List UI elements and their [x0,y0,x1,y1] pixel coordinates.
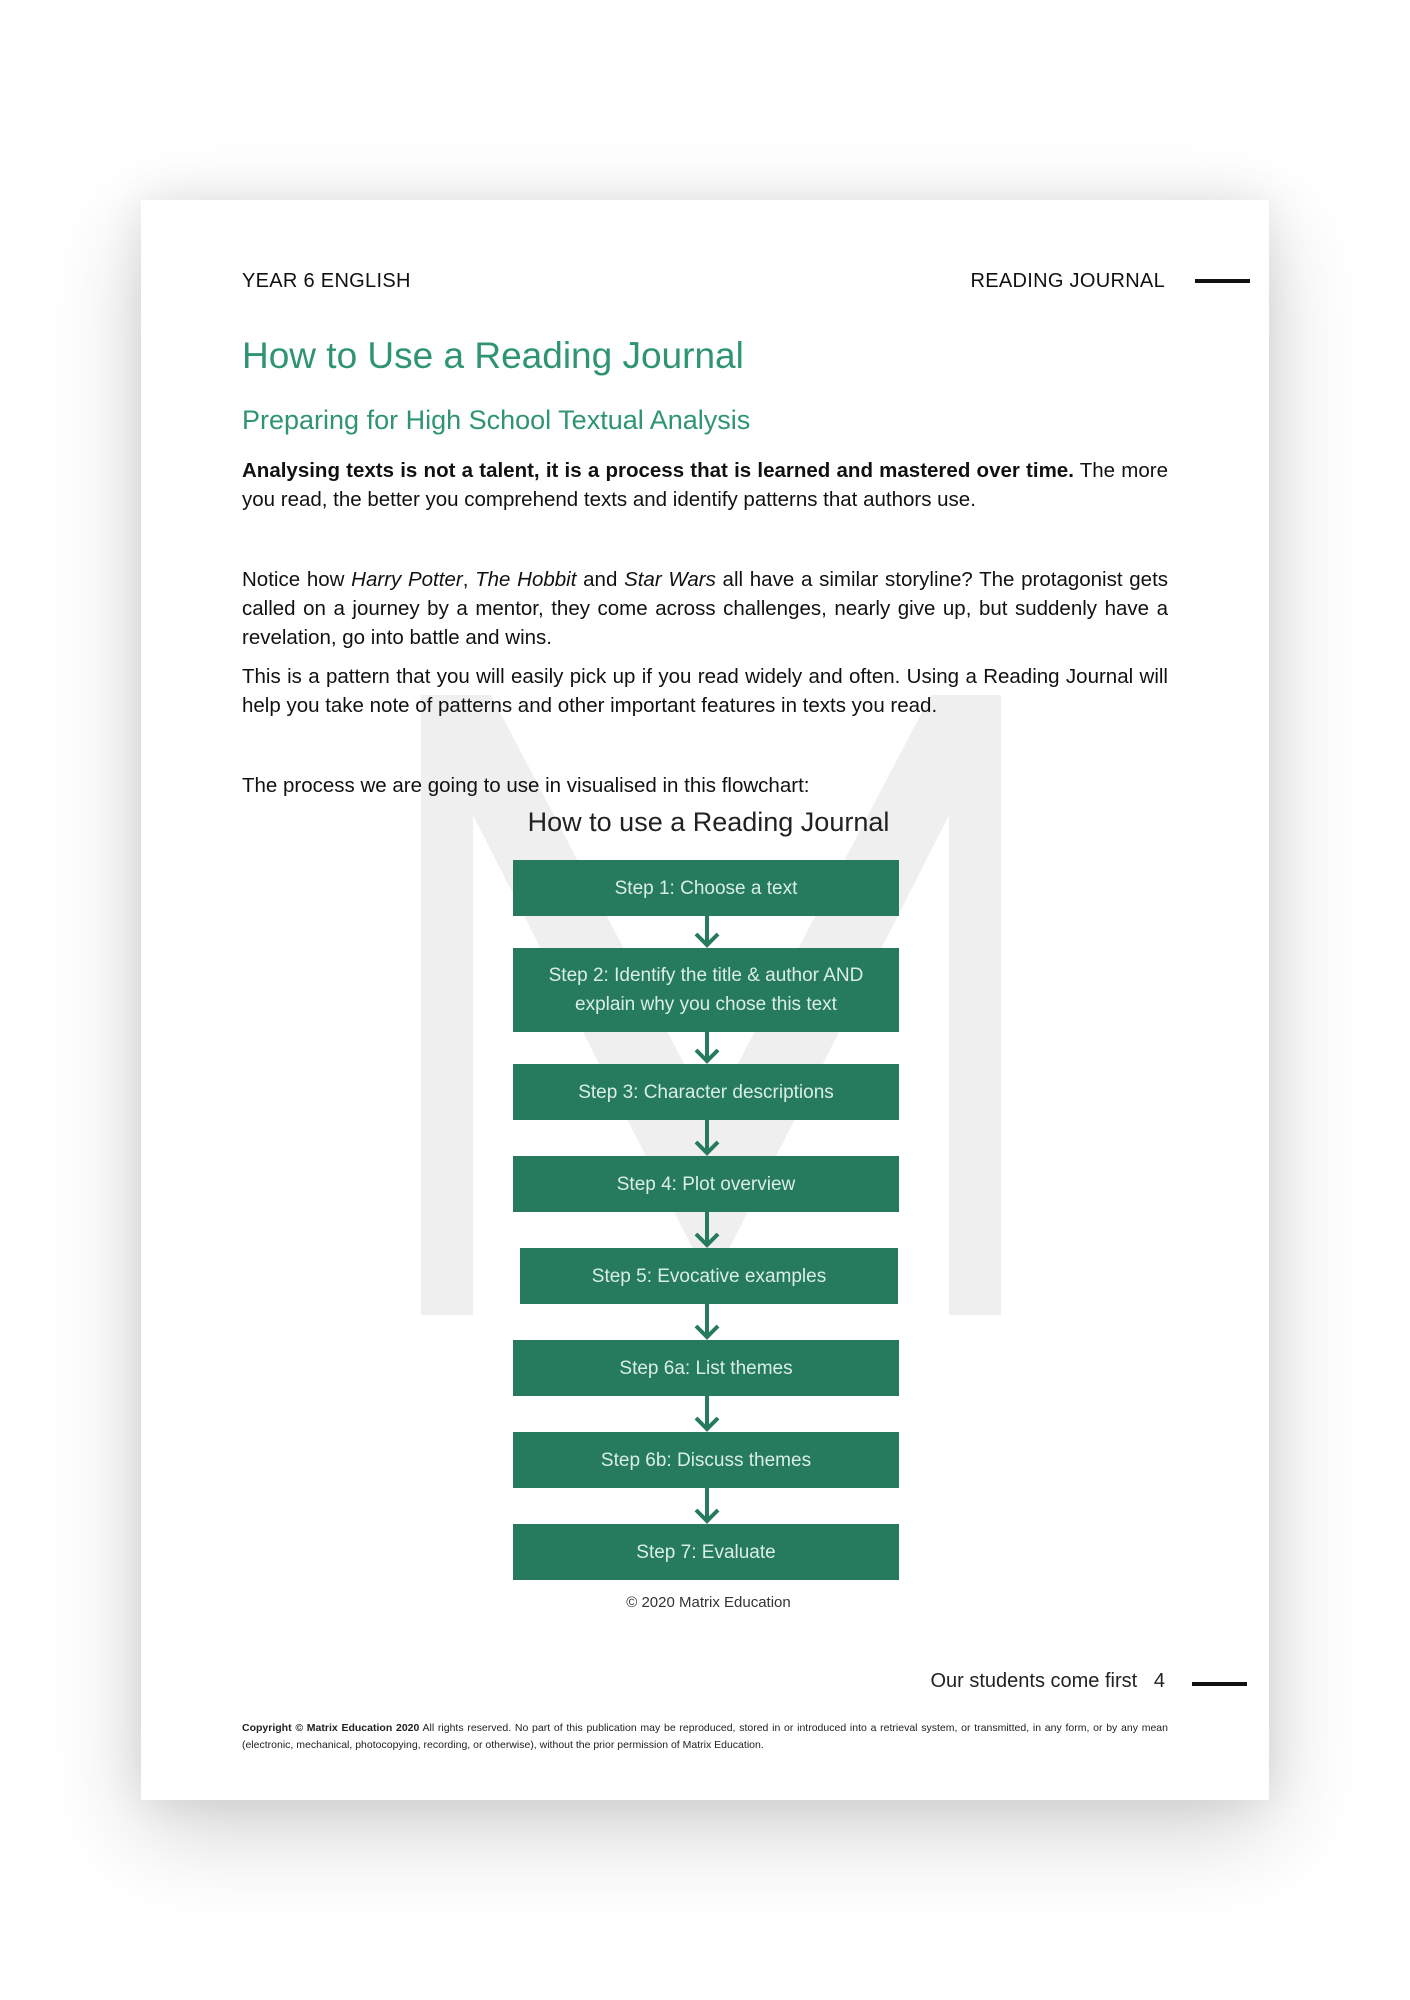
pattern-paragraph: This is a pattern that you will easily pick up if you read widely and often. Using a Reading Journal will help you take note of patterns and other important features in texts you read. [242,665,1168,717]
flow-step-6a: Step 6a: List themes [513,1340,899,1396]
header-rule [1195,279,1250,283]
footer-tagline [930,1670,1165,1693]
down-arrow-icon [694,1212,720,1248]
page-number: 4 [1153,1670,1165,1692]
flow-step-1: Step 1: Choose a text [513,860,899,916]
down-arrow-icon [694,1488,720,1524]
down-arrow-icon [694,1032,720,1064]
flow-step-6b: Step 6b: Discuss themes [513,1432,899,1488]
tagline-text: Our students come first [930,1670,1138,1692]
storyline-text-d: all have a similar storyline? The protagonist gets called on a journey by a mentor, they come across challenges, nearly give up, but suddenly have a revelation, go into battle and wins. [242,568,1169,649]
down-arrow-icon [694,1120,720,1156]
flow-step-7: Step 7: Evaluate [513,1524,899,1580]
flow-step-5: Step 5: Evocative examples [520,1248,898,1304]
flow-step-4: Step 4: Plot overview [513,1156,899,1212]
legal-notice [242,1720,1168,1754]
intro-bold-text: Analysing texts is not a talent, it is a process that is learned and mastered over time. [242,459,1074,482]
flowchart-intro: The process we are going to use in visualised in this flowchart: [242,774,810,797]
storyline-paragraph [242,565,1168,652]
header-course: YEAR 6 ENGLISH [242,270,411,292]
intro-paragraph [242,456,1168,514]
title-harry-potter: Harry Potter [351,568,463,591]
storyline-text-a: Notice how [242,568,352,591]
title-star-wars: Star Wars [624,568,716,591]
intro-text: The more you read, the better you comprehend texts and identify patterns that authors use. [242,459,1168,511]
document-page [141,200,1269,1800]
flowchart-copyright: © 2020 Matrix Education [626,1594,791,1611]
storyline-text-c: and [576,568,625,591]
flow-step-2: Step 2: Identify the title & author AND explain why you chose this text [513,948,899,1032]
title-the-hobbit: The Hobbit [475,568,577,591]
header-section: READING JOURNAL [970,270,1165,292]
legal-bold: Copyright © Matrix Education 2020 [242,1722,420,1734]
page-title: How to Use a Reading Journal [242,335,744,376]
down-arrow-icon [694,1396,720,1432]
flowchart-title: How to use a Reading Journal [527,807,890,837]
down-arrow-icon [694,916,720,948]
page-subtitle: Preparing for High School Textual Analysis [242,405,751,435]
down-arrow-icon [694,1304,720,1340]
storyline-text-b: , [462,568,476,591]
footer-rule [1192,1682,1247,1686]
flow-step-3: Step 3: Character descriptions [513,1064,899,1120]
legal-text: All rights reserved. No part of this publication may be reproduced, stored in or introduced into a retrieval system, or transmitted, in any form, or by any mean (electronic, mechanical, photocopying, recording, or otherwise), without the prior permission of Matrix Education. [242,1722,1168,1751]
